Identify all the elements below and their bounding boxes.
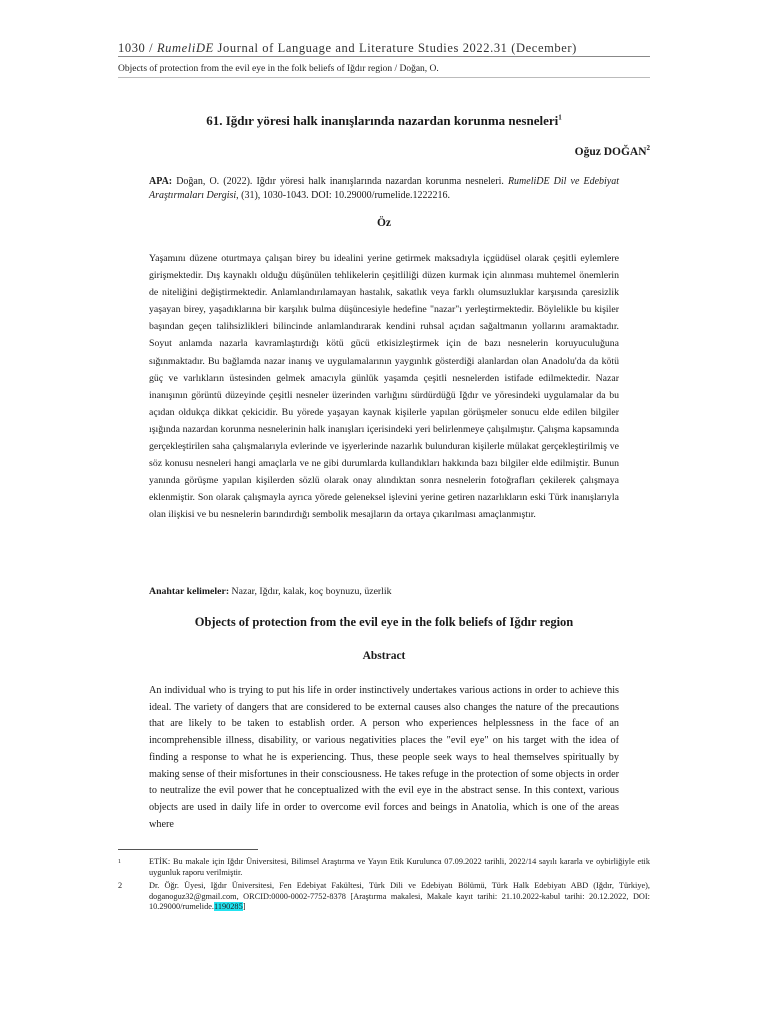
author-name: Oğuz DOĞAN$^2$ (574, 144, 650, 158)
apa-citation: APA: Doğan, O. (2022). Iğdır yöresi halk inanışlarında nazardan korunma nesneleri. RumeliDE Dil ve Edebiyat Araştırmaları Dergisi, (31), 1030-1043. DOI: 10.29000/rumelide.1222216. (149, 176, 620, 201)
article-title: 61. Iğdır yöresi halk inanışlarında nazardan korunma nesneleri$^1$ (206, 113, 562, 128)
journal-header: 1030 / RumeliDE Journal of Language and Literature Studies 2022.31 (December) (118, 41, 577, 55)
apa-journal: RumeliDE Dil ve Edebiyat Araştırmaları Dergisi (149, 176, 620, 201)
oz-heading: Öz (376, 217, 392, 229)
keywords (149, 586, 619, 597)
page-number: 1030 (118, 41, 146, 55)
title-footnote-ref[interactable]: 1 (558, 113, 562, 122)
english-title: Objects of protection from the evil eye in the folk beliefs of Iğdır region (194, 615, 574, 629)
keywords-list: Nazar, Iğdır, kalak, koç boynuzu, üzerlik (229, 586, 392, 597)
journal-issue: Journal of Language and Literature Studies 2022.31 (December) (213, 41, 577, 55)
journal-name: RumeliDE (156, 41, 214, 55)
running-title: Objects of protection from the evil eye in the folk beliefs of Iğdır region / Doğan, O. (118, 64, 439, 74)
oz-text: Yaşamını düzene oturtmaya çalışan birey bu idealini yerine getirmek maksadıyla içgüdüsel olarak çeşitli eylemlere girişmektedir. Dış kaynaklı olduğu düşünülen tehlikelerin çeşitliliği düzen kurmak için alınması muhtemel önemlerin de niteliğini değiştirmektedir. Anlamlandırılamayan hastalık, sakatlık veya farklı olumsuzluklar karşısında çaresizlik yaşayan birey, yaşadıklarına bir karşılık bulma düşüncesiyle hedefine "nazar"ı yerleştirmektedir. Böylelikle bu kişiler başından geçen talihsizlikleri bilincinde anlamlandırarak kendini ruhsal açıdan sağaltmanın yollarını aramaktadır. Soyut anlamda nazarla kavramlaştırdığı kötü gücü etkisizleştirmek için de bazı nesnelerin koruyuculuğuna sığınmaktadır. Bu bağlamda nazar inanış ve uygulamalarının yaygınlık gösterdiği alanlardan olan Anadolu'da da kötü güç ve varlıkların üstesinden gelmek amacıyla günlük yaşamda çeşitli nesnelerden istifade edilmektedir. Nazar inanışının görüntü düzeyinde çeşitli nesneler üzerinden varlığını sürdürdüğü Iğdır ve yöresindeki uygulamalar da bu açıdan oldukça dikkat çekicidir. Bu yörede yaşayan kaynak kişilerle yapılan görüşmeler sonucu elde edilen bilgiler ışığında nazardan korunma nesnelerinin halk inanışları içerisindeki yeri belirlenmeye çalışılmıştır. Çalışma kapsamında gerçekleştirilen saha çalışmalarıyla evlerinde ve işyerlerinde nazarlık bulunduran kişilerle mülakat gerçekleştirilmiş ve söz konusu nesneleri hangi amaçlarla ve ne gibi durumlarda kullandıkları hakkında bazı bilgiler elde edilmiştir. Bunun yanında görüşme yapılan kişilerden sözlü olarak onay alındıktan sonra nesnelerin fotoğrafları çekilerek çalışmaya eklenmiştir. Son olarak çalışmayla ayrıca yörede geleneksel işlevini yerine getiren nazarlıkların eski Türk inanışlarıyla olan ilişkisi ve bu nesnelerin barındırdığı sembolik mesajların da ortaya çıkarılması amaçlanmıştır. (149, 253, 619, 521)
footnote-text: ETİK: Bu makale için Iğdır Üniversitesi, Bilimsel Araştırma ve Yayın Etik Kurulunca 07.09.2022 tarihli, 2022/14 sayılı kararla ve oybirliğiyle etik uygunluk raporu verilmiştir. (149, 857, 650, 877)
author-footnote-ref[interactable]: 2 (646, 144, 650, 152)
doi-highlight[interactable]: 1190285 (213, 902, 243, 911)
footnote-rule (118, 849, 258, 850)
abstract-heading: Abstract (362, 650, 406, 662)
apa-label: APA: (149, 176, 173, 187)
footnote-text: Dr. Öğr. Üyesi, Iğdır Üniversitesi, Fen Edebiyat Fakültesi, Türk Dili ve Edebiyatı Bölümü, Türk Halk Edebiyatı ABD (Iğdır, Türkiye), doganoguz32@gmail.com, ORCID:0000-0002-7752-8378 [Araştırma makalesi, Makale kayıt tarihi: 21.10.2022-kabul tarihi: 20.12.2022, DOI: 10.29000/rumelide.1190285] (149, 881, 650, 911)
footnote-number: 1 (118, 859, 121, 865)
abstract-text: An individual who is trying to put his life in order instinctively undertakes various actions in order to achieve this ideal. The variety of dangers that are considered to be external causes also changes the nature of the precautions that are likely to be taken to establish order. A person who experiences helplessness in the face of an incomprehensible illness, disability, or various negativities places the "evil eye" on his target with the idea of finding a response to what he is experiencing. Thus, these people seek ways to heal themselves spiritually by making sense of their misfortunes in their consciousness. He takes refuge in the protection of some objects in order to neutralize the evil power that he conceptualized with the evil eye in the abstract sense. In this context, various objects are used in daily life in order to overcome evil forces and beings in Anatolia, which is one of the areas where (149, 685, 619, 830)
footnote-number: 2 (118, 881, 123, 890)
keywords-label: Anahtar kelimeler: (149, 586, 230, 597)
header-rule (118, 56, 650, 57)
header-rule-bottom (118, 77, 650, 78)
